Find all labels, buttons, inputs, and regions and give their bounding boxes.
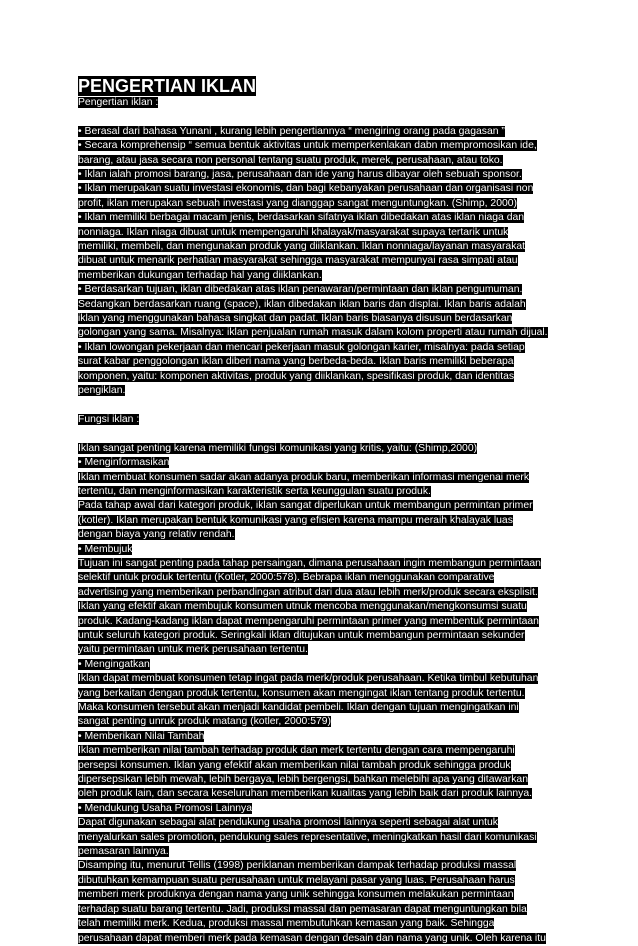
text-line-content: Iklan dapat membuat konsumen tetap ingat pada merk/produk perusahaan. Ketika timbul kebutuhan xyxy=(78,673,539,685)
text-line xyxy=(78,874,568,888)
text-line xyxy=(78,687,568,701)
blank-line xyxy=(78,399,568,413)
text-line xyxy=(78,586,568,600)
text-line-content: pengiklan. xyxy=(78,385,126,397)
text-line-content: • Membujuk xyxy=(78,543,133,555)
text-line xyxy=(78,240,568,254)
text-line xyxy=(78,254,568,268)
text-line-content: Iklan sangat penting karena memiliki fungsi komunikasi yang kritis, yaitu: (Shimp,2000) xyxy=(78,442,478,454)
text-line xyxy=(78,759,568,773)
text-line xyxy=(78,859,568,873)
text-line xyxy=(78,139,568,153)
text-line-content: Pada tahap awal dari kategori produk, iklan sangat diperlukan untuk membangun permintan primer xyxy=(78,500,533,512)
text-line xyxy=(78,283,568,297)
text-line-content: Pengertian iklan : xyxy=(78,97,159,108)
text-line xyxy=(78,456,568,470)
text-line-content: nonniaga. Iklan niaga dibuat untuk mempengaruhi khalayak/masyarakat supaya tertarik untuk xyxy=(78,226,509,238)
text-line xyxy=(78,442,568,456)
text-line-content: Iklan membuat konsumen sadar akan adanya produk baru, memberikan informasi mengenai merk xyxy=(78,471,530,483)
text-line xyxy=(78,773,568,787)
text-line-content: • Mendukung Usaha Promosi Lainnya xyxy=(78,802,253,814)
text-line-content: pemasaran lainnya. xyxy=(78,846,169,858)
text-line xyxy=(78,802,568,816)
text-line-content: untuk seluruh kategori produk. Seringkali iklan ditujukan untuk membangun permintaan sekunder xyxy=(78,629,525,641)
text-line xyxy=(78,197,568,211)
text-line xyxy=(78,787,568,801)
page-title: PENGERTIAN IKLAN xyxy=(78,76,257,96)
text-line xyxy=(78,600,568,614)
text-line-content: Sedangkan berdasarkan ruang (space), iklan dibedakan iklan baris dan displai. Iklan baris adalah xyxy=(78,298,526,310)
text-line xyxy=(78,672,568,686)
text-line xyxy=(78,701,568,715)
text-line xyxy=(78,917,568,931)
text-line-content: dipersepsikan lebih mewah, lebih bergaya, lebih bergengsi, bahkan melebihi apa yang ditawarkan xyxy=(78,774,528,786)
document-lines xyxy=(78,96,568,946)
text-line-content: Tujuan ini sangat penting pada tahap persaingan, dimana perusahaan ingin membangun permintaan xyxy=(78,557,541,569)
text-line-content: perusahaan dapat memberi merk pada kemasan dengan desain dan nama yang unik. Oleh karena itu xyxy=(78,932,546,944)
text-line-content: • Berasal dari bahasa Yunani , kurang lebih pengertiannya “ mengiring orang pada gagasan ” xyxy=(78,125,505,137)
text-line xyxy=(78,715,568,729)
text-line-content: terhadap suatu barang tertentu. Jadi, produksi massal dan pemasaran dapat menguntungkan bila xyxy=(78,903,527,915)
text-line xyxy=(78,182,568,196)
text-line-content: • Menginformasikan xyxy=(78,457,170,469)
text-line-content: • Mengingatkan xyxy=(78,658,150,670)
text-line xyxy=(78,528,568,542)
text-line xyxy=(78,96,568,110)
text-line-content: golongan yang sama. Misalnya: iklan penjualan rumah masuk dalam kolom properti atau rumah dijual. xyxy=(78,327,548,339)
text-line xyxy=(78,226,568,240)
text-line-content: oleh produk lain, dan secara keseluruhan memberikan kualitas yang lebih baik dari produk lainnya. xyxy=(78,788,532,800)
text-line-content: surat kabar penggolongan iklan diberi nama yang berbeda-beda. Iklan baris memiliki beberapa xyxy=(78,356,514,368)
text-line xyxy=(78,744,568,758)
text-line xyxy=(78,543,568,557)
text-line-content: • Memberikan Nilai Tambah xyxy=(78,730,205,742)
text-line xyxy=(78,168,568,182)
text-line xyxy=(78,370,568,384)
text-line xyxy=(78,499,568,513)
text-line-content: barang, atau jasa secara non personal tentang suatu produk, merek, perusahaan, atau toko. xyxy=(78,154,503,166)
text-line xyxy=(78,355,568,369)
text-line-content: • Iklan lowongan pekerjaan dan mencari pekerjaan masuk golongan karier, misalnya: pada setiap xyxy=(78,341,525,353)
text-line-content: Disamping itu, menurut Tellis (1998) periklanan memberikan dampak terhadap produksi massal xyxy=(78,860,517,872)
text-line-content: memberikan dukungan terhadap hal yang diiklankan. xyxy=(78,269,322,281)
text-line xyxy=(78,211,568,225)
text-line xyxy=(78,125,568,139)
text-line-content: Iklan memberikan nilai tambah terhadap produk dan merk tertentu dengan cara mempengaruhi xyxy=(78,745,515,757)
text-line xyxy=(78,384,568,398)
text-line xyxy=(78,831,568,845)
text-line xyxy=(78,888,568,902)
text-line xyxy=(78,629,568,643)
text-line xyxy=(78,658,568,672)
text-line-content: komponen, yaitu: komponen aktivitas, produk yang diiklankan, spesifikasi produk, dan identitas xyxy=(78,370,515,382)
text-line xyxy=(78,903,568,917)
text-line xyxy=(78,845,568,859)
text-line-content: advertising yang memberikan perbandingan atribut dari dua atau lebih merk/produk secara eksplisit. xyxy=(78,586,538,598)
text-line xyxy=(78,341,568,355)
text-line-content: persepsi konsumen. Iklan yang efektif akan memberikan nilai tambah produk sehingga produk xyxy=(78,759,511,771)
text-line xyxy=(78,326,568,340)
text-line xyxy=(78,269,568,283)
text-line-content: memberi merk produknya dengan nama yang unik sehingga konsumen melakukan permintaan xyxy=(78,889,514,901)
blank-line xyxy=(78,427,568,441)
text-line-content: Fungsi iklan : xyxy=(78,413,140,425)
text-line-content: tertentu, dan menginformasikan karakteristik serta keunggulan suatu produk. xyxy=(78,485,431,497)
text-line-content: • Iklan merupakan suatu investasi ekonomis, dan bagi kebanyakan perusahaan dan organisasi non xyxy=(78,183,534,195)
text-line xyxy=(78,312,568,326)
text-line xyxy=(78,514,568,528)
text-line xyxy=(78,298,568,312)
text-line-content: (kotler). Iklan merupakan bentuk komunikasi yang efisien karena mampu meraih khalayak luas xyxy=(78,514,513,526)
text-line-content: sangat penting unruk produk matang (kotler, 2000:579) xyxy=(78,716,332,728)
document-body xyxy=(78,76,568,946)
text-line-content: dibuat untuk menarik perhatian masyarakat sehingga masyarakat mempunyai rasa simpati atau xyxy=(78,255,518,267)
text-line-content: produk. Kadang-kadang iklan dapat mempengaruhi permintaan primer yang membentuk permintaan xyxy=(78,615,539,627)
text-line-content: iklan yang menggunakan bahasa singkat dan padat. Iklan baris biasanya disusun berdasarkan xyxy=(78,313,513,325)
text-line-content: selektif untuk produk tertentu (Kotler, 2000:578). Bebrapa iklan menggunakan comparative xyxy=(78,572,495,584)
text-line xyxy=(78,643,568,657)
text-line xyxy=(78,471,568,485)
text-line-content: • Berdasarkan tujuan, iklan dibedakan atas iklan penawaran/permintaan dan iklan pengumuman. xyxy=(78,284,523,296)
text-line-content: • Secara komprehensip “ semua bentuk aktivitas untuk memperkenlakan dabn mempromosikan ide, xyxy=(78,140,537,152)
text-line xyxy=(78,571,568,585)
text-line xyxy=(78,557,568,571)
text-line-content: memiliki, membeli, dan mengunakan produk yang diiklankan. Iklan nonniaga/layanan masyarakat xyxy=(78,241,526,253)
text-line xyxy=(78,154,568,168)
text-line xyxy=(78,615,568,629)
text-line-content: Iklan yang efektif akan membujuk konsumen utnuk mencoba menggunakan/mengkonsumsi suatu xyxy=(78,601,527,613)
text-line xyxy=(78,413,568,427)
text-line-content: • Iklan ialah promosi barang, jasa, perusahaan dan ide yang harus dibayar oleh sebuah sponsor. xyxy=(78,169,522,181)
text-line xyxy=(78,816,568,830)
text-line-content: yaitu permintaan untuk merk perusahaan tertentu. xyxy=(78,644,308,656)
text-line-content: dibutuhkan kemampuan suatu perusahaan untuk melayani pasar yang luas. Perusahaan harus xyxy=(78,874,515,886)
text-line-content: Dapat digunakan sebagai alat pendukung usaha promosi lainnya seperti sebagai alat untuk xyxy=(78,817,498,829)
text-line-content: profit, iklan merupakan sebuah investasi yang dianggap sangat menguntungkan. (Shimp, 2000) xyxy=(78,197,517,209)
text-line xyxy=(78,730,568,744)
text-line-content: yang berkaitan dengan produk tertentu, konsumen akan mengingat iklan tentang produk tertentu. xyxy=(78,687,525,699)
text-line xyxy=(78,932,568,946)
text-line-content: Maka konsumen tersebut akan menjadi kandidat pembeli. Iklan dengan tujuan mengingatkan ini xyxy=(78,702,519,714)
text-line xyxy=(78,485,568,499)
text-line-content: telah memiliki merk. Kedua, produksi massal membutuhkan kemasan yang baik. Sehingga xyxy=(78,918,495,930)
text-line-content: menyalurkan sales promotion, pendukung sales representative, meningkatkan hasil dari komunikasi xyxy=(78,831,537,843)
text-line-content: dengan biaya yang relativ rendah. xyxy=(78,529,235,541)
blank-line xyxy=(78,110,568,124)
text-line-content: • Iklan memiliki berbagai macam jenis, berdasarkan sifatnya iklan dibedakan atas iklan niaga dan xyxy=(78,212,525,224)
